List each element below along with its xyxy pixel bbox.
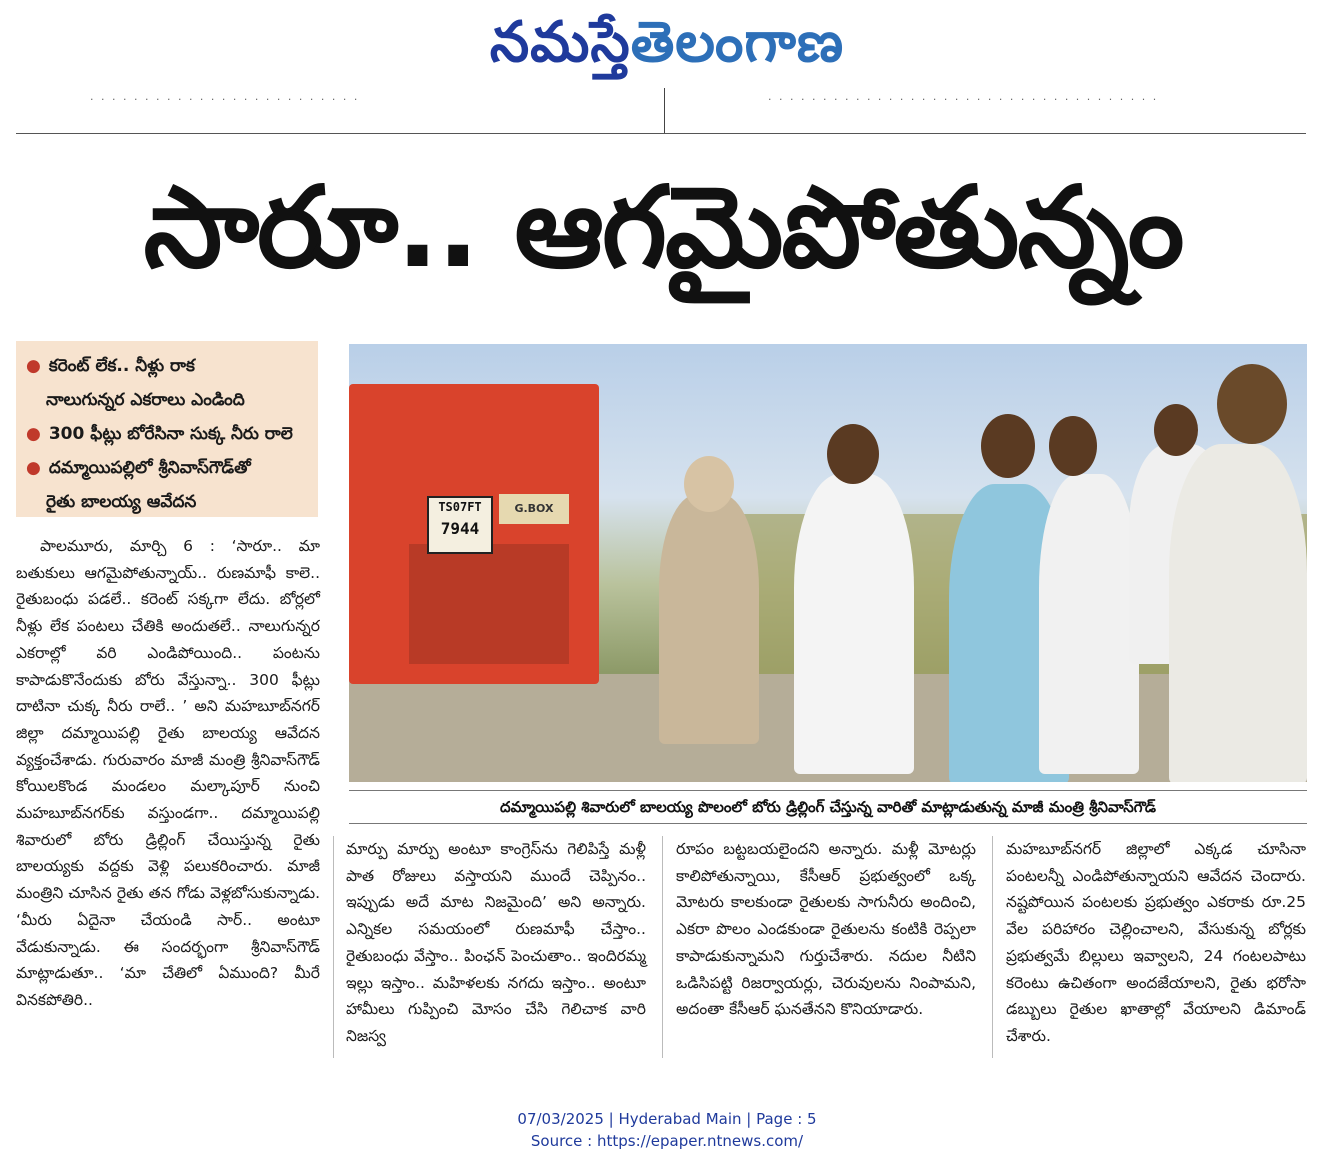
body-column-4	[1006, 836, 1306, 1066]
masthead-part2: తెలంగాణ	[630, 10, 845, 75]
column-divider	[664, 88, 665, 134]
body-paragraph: రూపం బట్టబయలైందని అన్నారు. మళ్లీ మోటర్లు కాలిపోతున్నాయి, కేసీఆర్ ప్రభుత్వంలో ఒక్క మోటరు కాలకుండా రైతులకు సాగునీరు అందించి, ఎకరా పొలం ఎండకుండా రైతులను కంటికి రెప్పలా కాపాడుకున్నామని గుర్తుచేశారు. నదుల నీటిని ఒడిసిపట్టి రిజర్వాయర్లు, చెరువులను నింపామని, అదంతా కేసీఆర్ ఘనతేనని కొనియాడారు.	[676, 840, 976, 1019]
highlight-item: ● 300 ఫీట్లు బోరేసినా సుక్క నీరు రాలె	[26, 424, 293, 444]
photo-person-head	[827, 424, 879, 484]
photo-number-plate: TS07FT 7944	[427, 496, 493, 554]
masthead-part1: నమస్తే	[489, 10, 631, 75]
body-column-1	[16, 533, 320, 1063]
body-paragraph: మార్పు మార్పు అంటూ కాంగ్రెస్‌ను గెలిపిస్తే మళ్లీ పాత రోజులు వస్తాయని ముందే చెప్పినం.. ఇప్పుడు అదే మాట నిజమైంది’ అని అన్నారు. ఎన్నికల సమయంలో రుణమాఫీ చేస్తాం.. రైతుబంధు వేస్తాం.. పింఛన్ పెంచుతాం.. ఇందిరమ్మ ఇల్లు ఇస్తాం.. మహిళలకు నగదు ఇస్తాం.. అంటూ హామీలు గుప్పించి మోసం చేసి గెలిచాక వారి నిజస్వ	[346, 840, 646, 1045]
highlight-item: ● దమ్మాయిపల్లిలో శ్రీనివాస్‌గౌడ్‌తో	[26, 458, 251, 478]
column-rule	[333, 836, 334, 1058]
photo-truck-lower	[409, 544, 569, 664]
news-photo	[349, 344, 1307, 782]
bullet-icon: ●	[26, 458, 41, 478]
photo-person-head	[684, 456, 734, 512]
photo-person	[1169, 444, 1307, 782]
body-paragraph: పాలమూరు, మార్చి 6 : ‘సారూ.. మా బతుకులు ఆగమైపోతున్నాయ్.. రుణమాఫీ కాలె.. రైతుబంధు పడలే.. కరెంట్ సక్కగా లేదు. బోర్లలో నీళ్లు లేక పంటలు చేతికి అందుతలే.. నాలుగున్నర ఎకరాల్లో వరి ఎండిపోయింది.. పంటను కాపాడుకొనేందుకు బోరు వేస్తున్నా.. 300 ఫీట్లు దాటినా చుక్క నీరు రాలే.. ’ అని మహబూబ్‌నగర్ జిల్లా దమ్మాయిపల్లి రైతు బాలయ్య ఆవేదన వ్యక్తంచేశాడు. గురువారం మాజీ మంత్రి శ్రీనివాస్‌గౌడ్ కోయిలకొండ మండలం మల్కాపూర్ నుంచి మహబూబ్‌నగర్‌కు వస్తుండగా.. దమ్మాయిపల్లి శివారులో బోరు డ్రిల్లింగ్ చేయిస్తున్న రైతు బాలయ్యకు వద్దకు వెళ్లి పలుకరించారు. మాజీ మంత్రిని చూసిన రైతు తన గోడు వెళ్లబోసుకున్నాడు. ‘మీరు ఏదైనా చేయండి సార్.. అంటూ వేడుకున్నాడు. ఈ సందర్భంగా శ్రీనివాస్‌గౌడ్ మాట్లాడుతూ.. ‘మా చేతిలో ఏముంది? మీరే వినకపోతిరి..	[16, 537, 320, 1009]
photo-person	[794, 474, 914, 774]
column-rule	[992, 836, 993, 1058]
highlight-item-cont: రైతు బాలయ్య ఆవేదన	[46, 492, 197, 512]
headline: సారూ.. ఆగమైపోతున్నం	[143, 163, 1183, 293]
column-rule	[662, 836, 663, 1058]
photo-person-head	[1049, 416, 1097, 476]
section-divider	[16, 133, 1306, 134]
photo-gbox-label: G.BOX	[499, 494, 569, 524]
body-paragraph: మహబూబ్‌నగర్ జిల్లాలో ఎక్కడ చూసినా పంటలన్నీ ఎండిపోతున్నాయని ఆవేదన చెందారు. నష్టపోయిన పంటలకు ప్రభుత్వం ఎకరాకు రూ.25 వేల పరిహారం చెల్లించాలని, వేసుకున్న బోర్లకు ప్రభుత్వమే బిల్లులు ఇవ్వాలని, 24 గంటలపాటు కరెంటు ఉచితంగా అందజేయాలని, రైతు భరోసా డబ్బులు రైతుల ఖాతాల్లో వేయాలని డిమాండ్ చేశారు.	[1006, 840, 1306, 1045]
photo-person-head	[981, 414, 1035, 478]
body-column-2	[346, 836, 646, 1066]
cropped-text-right: . . . . . . . . . . . . . . . . . . . . . . . . . . . . . . . . . . . .	[768, 90, 1159, 103]
page-footer	[0, 1108, 1334, 1152]
footer-edition-info: 07/03/2025 | Hyderabad Main | Page : 5	[517, 1110, 817, 1128]
photo-person-head	[1154, 404, 1198, 456]
photo-person	[659, 494, 759, 744]
highlight-item-cont: నాలుగున్నర ఎకరాలు ఎండింది	[46, 390, 245, 410]
photo-person-head	[1217, 364, 1287, 444]
footer-source: Source : https://epaper.ntnews.com/	[530, 1132, 804, 1150]
body-column-3	[676, 836, 976, 1066]
masthead-logo	[0, 4, 1334, 82]
cropped-text-left: . . . . . . . . . . . . . . . . . . . . . . . . .	[90, 90, 360, 103]
bullet-icon: ●	[26, 356, 41, 376]
photo-person	[1039, 474, 1139, 774]
highlight-item: ● కరెంట్ లేక.. నీళ్లు రాక	[26, 356, 195, 376]
photo-caption: దమ్మాయిపల్లి శివారులో బాలయ్య పొలంలో బోరు డ్రిల్లింగ్ చేస్తున్న వారితో మాట్లాడుతున్న మాజీ మంత్రి శ్రీనివాస్‌గౌడ్	[349, 790, 1307, 824]
highlights-box	[16, 341, 318, 517]
bullet-icon: ●	[26, 424, 41, 444]
